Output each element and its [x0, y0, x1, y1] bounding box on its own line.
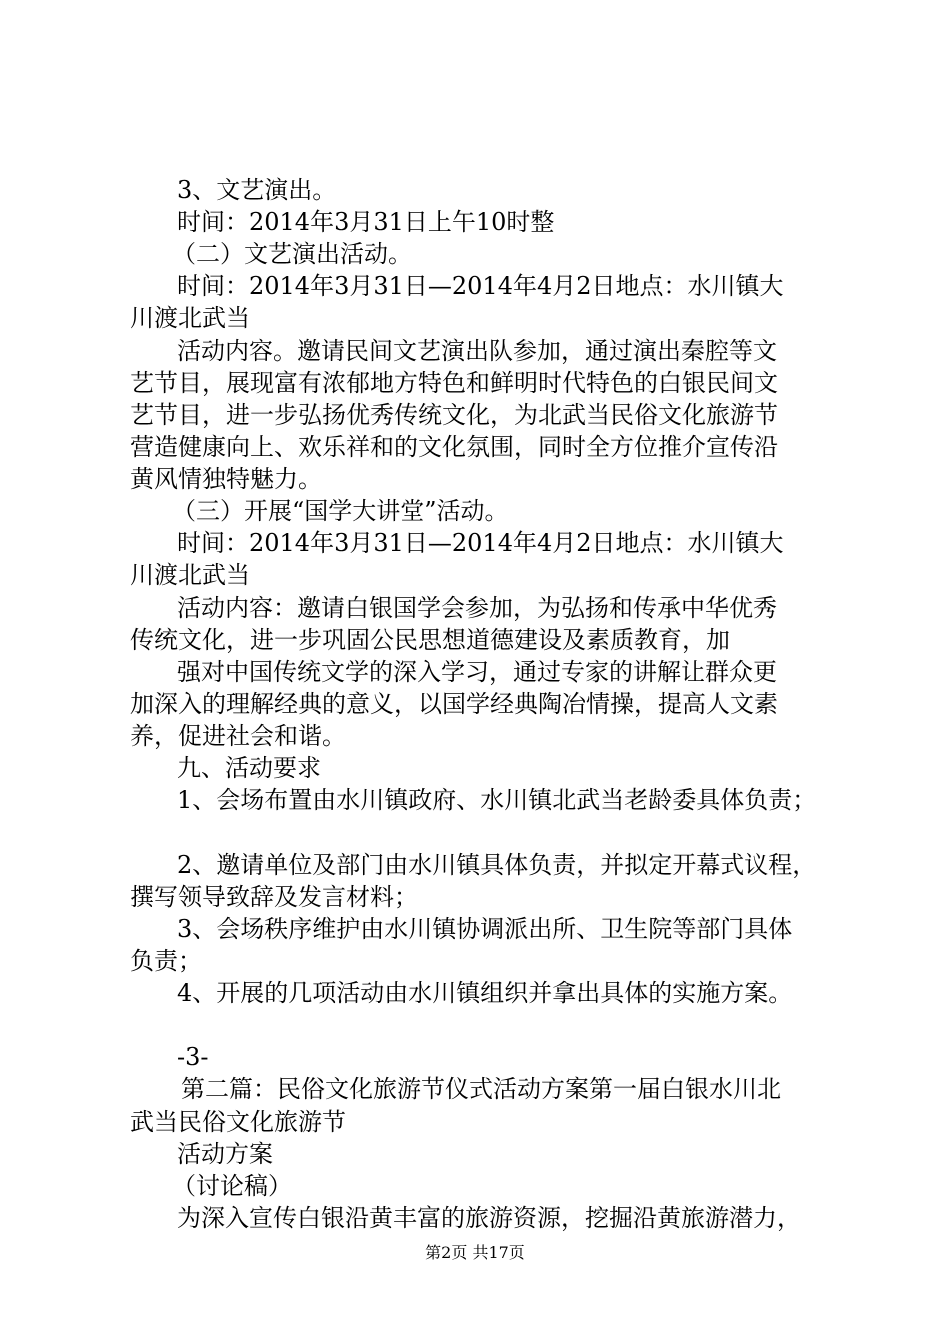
- text-line: 活动方案: [177, 1140, 273, 1168]
- text-line: 时间：2014年3月31日—2014年4月2日地点：水川镇大: [177, 272, 784, 300]
- text-line: 3、文艺演出。: [177, 176, 337, 204]
- text-line: （三）开展“国学大讲堂”活动。: [172, 497, 509, 525]
- page-footer: 第2页 共17页: [425, 1243, 525, 1262]
- section-heading: 九、活动要求: [177, 754, 321, 782]
- text-line: 川渡北武当: [130, 561, 250, 589]
- text-line: 活动内容：邀请白银国学会参加，为弘扬和传承中华优秀: [177, 594, 777, 622]
- text-line: （二）文艺演出活动。: [172, 240, 412, 268]
- text-line: 时间：2014年3月31日上午10时整: [177, 208, 555, 236]
- text-line: 营造健康向上、欢乐祥和的文化氛围，同时全方位推介宣传沿: [130, 433, 778, 461]
- text-line: 时间：2014年3月31日—2014年4月2日地点：水川镇大: [177, 529, 784, 557]
- text-line: 撰写领导致辞及发言材料；: [130, 883, 418, 911]
- text-line: 艺节目，展现富有浓郁地方特色和鲜明时代特色的白银民间文: [130, 369, 778, 397]
- text-line: 为深入宣传白银沿黄丰富的旅游资源，挖掘沿黄旅游潜力，: [177, 1204, 801, 1232]
- text-line: 1、会场布置由水川镇政府、水川镇北武当老龄委具体负责；: [177, 786, 817, 814]
- text-line: （讨论稿）: [172, 1172, 292, 1200]
- page-number-marker: -3-: [177, 1043, 209, 1071]
- text-line: 4、开展的几项活动由水川镇组织并拿出具体的实施方案。: [177, 979, 793, 1007]
- text-line: 川渡北武当: [130, 304, 250, 332]
- text-line: 2、邀请单位及部门由水川镇具体负责，并拟定开幕式议程，: [177, 851, 817, 879]
- text-line: 负责；: [130, 947, 202, 975]
- text-line: 3、会场秩序维护由水川镇协调派出所、卫生院等部门具体: [177, 915, 793, 943]
- section-heading: 武当民俗文化旅游节: [130, 1108, 346, 1136]
- text-line: 活动内容。邀请民间文艺演出队参加，通过演出秦腔等文: [177, 337, 777, 365]
- text-line: 黄风情独特魅力。: [130, 465, 322, 493]
- text-line: 加深入的理解经典的意义，以国学经典陶冶情操，提高人文素: [130, 690, 778, 718]
- text-line: 艺节目，进一步弘扬优秀传统文化，为北武当民俗文化旅游节: [130, 401, 778, 429]
- text-line: 养，促进社会和谐。: [130, 722, 346, 750]
- text-line: 强对中国传统文学的深入学习，通过专家的讲解让群众更: [177, 658, 777, 686]
- text-line: 传统文化，进一步巩固公民思想道德建设及素质教育，加: [130, 626, 730, 654]
- section-heading: 第二篇：民俗文化旅游节仪式活动方案第一届白银水川北: [181, 1075, 781, 1103]
